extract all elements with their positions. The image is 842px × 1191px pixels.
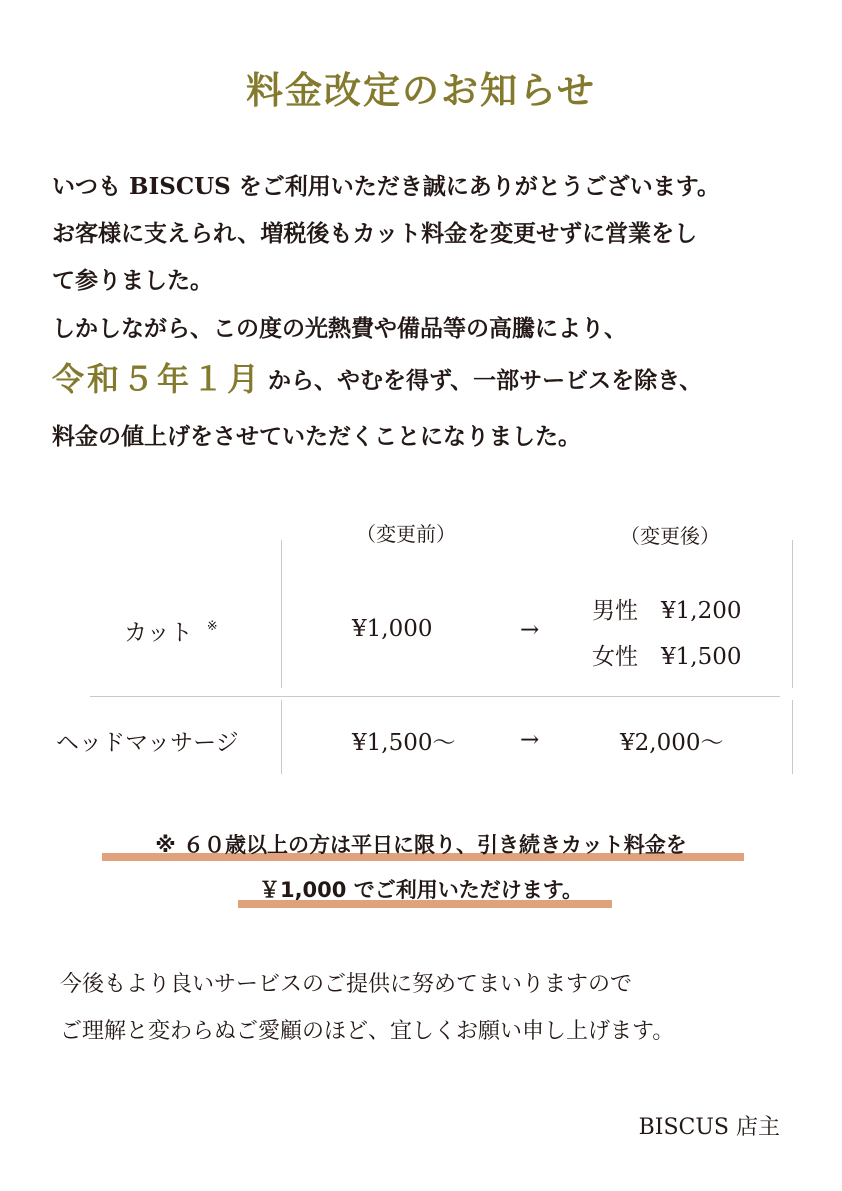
service-cut	[124, 614, 218, 647]
intro-line-5	[52, 354, 702, 400]
service-cut-label: カット	[124, 620, 193, 646]
page-title: 料金改定のお知らせ	[246, 68, 596, 112]
head-massage-price-before: ¥1,500～	[352, 730, 456, 756]
closing-line-1: 今後もより良いサービスのご提供に努めてまいりますので	[60, 972, 633, 997]
senior-discount-note-line-1: ※ ６０歳以上の方は平日に限り、引き続きカット料金を	[155, 833, 687, 857]
intro-line-5-rest: から、やむを得ず、一部サービスを除き、	[268, 367, 703, 394]
intro-line-6: 料金の値上げをさせていただくことになりました。	[52, 423, 581, 450]
intro-line-1: いつも BISCUS をご利用いただき誠にありがとうございます。	[52, 173, 720, 200]
table-row-divider	[90, 696, 780, 697]
service-head-massage: ヘッドマッサージ	[56, 730, 239, 756]
cut-price-after-male: 男性 ¥1,200	[592, 598, 742, 624]
table-divider-left-2	[281, 700, 282, 774]
closing-line-2: ご理解と変わらぬご愛顧のほど、宜しくお願い申し上げます。	[60, 1019, 675, 1044]
signature: BISCUS 店主	[638, 1115, 780, 1140]
head-massage-price-after: ¥2,000～	[620, 730, 724, 756]
header-after: （変更後）	[620, 524, 720, 548]
table-divider-right-2	[792, 700, 793, 774]
table-divider-right-1	[792, 540, 793, 688]
header-before: （変更前）	[356, 522, 456, 546]
intro-line-3: て参りました。	[52, 267, 213, 294]
senior-discount-note-line-2: ￥1,000 でご利用いただけます。	[258, 878, 584, 902]
cut-price-before: ¥1,000	[352, 616, 433, 642]
cut-price-after-female: 女性 ¥1,500	[592, 644, 742, 670]
arrow-icon: →	[520, 727, 540, 753]
arrow-icon: →	[520, 617, 540, 643]
table-divider-left-1	[281, 540, 282, 688]
intro-line-4: しかしながら、この度の光熱費や備品等の高騰により、	[52, 315, 627, 342]
intro-line-2: お客様に支えられ、増税後もカット料金を変更せずに営業をし	[52, 220, 698, 247]
cut-note-mark: ※	[206, 619, 218, 634]
effective-date-highlight: 令和５年１月	[52, 360, 263, 398]
